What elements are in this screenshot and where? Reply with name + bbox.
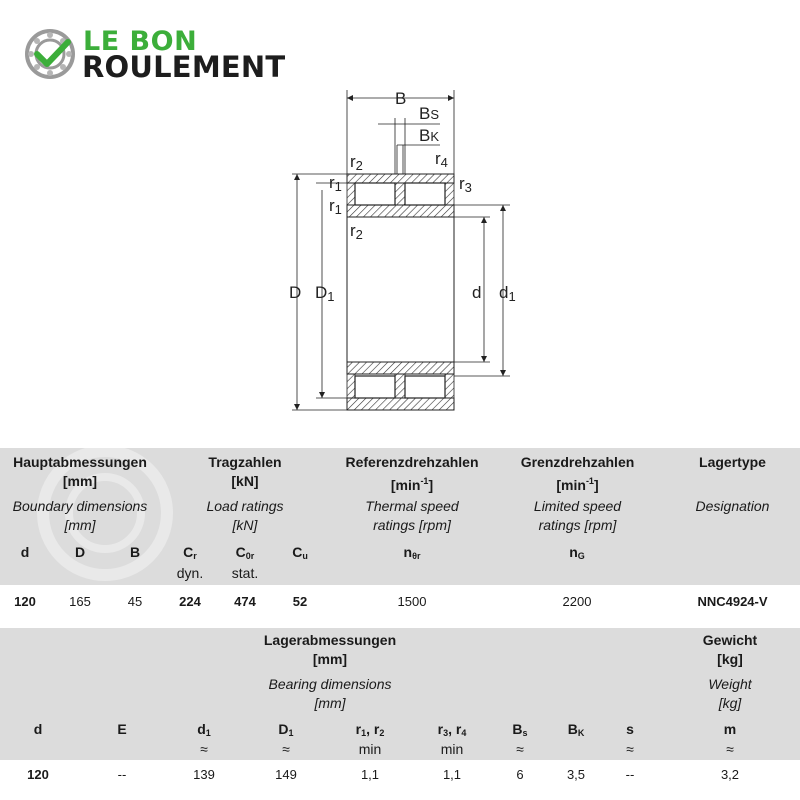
approx-s: ≈ [626, 741, 634, 757]
t2-m: 3,2 [720, 767, 740, 782]
t1-d: 120 [14, 594, 36, 609]
sym-B: B [129, 544, 141, 560]
logo-line1: LE BON [83, 26, 198, 57]
sym2-s: s [626, 721, 634, 737]
outer-ring-top [347, 174, 454, 183]
inner-ring-bottom [347, 362, 454, 374]
label-D: D [289, 283, 302, 302]
t2-r12: 1,1 [360, 767, 380, 782]
t2-d: 120 [27, 767, 49, 782]
t2-D1: 149 [275, 767, 297, 782]
min-r34: min [440, 741, 464, 757]
header-lim-speed-de: Grenzdrehzahlen $[\min^{-1}]$ [520, 454, 635, 493]
min-r12: min [358, 741, 382, 757]
t2-d1: 139 [193, 767, 215, 782]
t2-Bs: 6 [516, 767, 524, 782]
sym2-Bk: $B_K$ [567, 721, 585, 738]
header-ref-speed-de: Referenzdrehzahlen $[\min^{-1}]$ [345, 454, 479, 493]
sym-Cu: $C_u$ [292, 544, 308, 561]
roller-top-right [405, 183, 445, 205]
sym-stat: stat. [231, 565, 259, 581]
sym2-d1: $d_1$ [197, 721, 211, 738]
sym2-Bs: $B_s$ [512, 721, 528, 738]
sym2-d: d [33, 721, 43, 737]
header-designation-en: Designation [695, 498, 770, 514]
label-r1-a: r1 [329, 173, 342, 194]
inner-ring-top [347, 205, 454, 217]
approx-Bs: ≈ [516, 741, 524, 757]
label-r2-bottom: r2 [350, 221, 363, 242]
t1-designation: NNC4924-V [697, 594, 768, 609]
t1-D: 165 [69, 594, 91, 609]
outer-ring-bottom [347, 398, 454, 410]
t2-r34: 1,1 [442, 767, 462, 782]
sym-n-ref: $n_{\theta r}$ [403, 544, 421, 561]
roller-bottom-right [405, 376, 445, 398]
sym-dyn: dyn. [176, 565, 204, 581]
approx-D1: ≈ [282, 741, 290, 757]
label-r2-top: r2 [350, 152, 363, 173]
t2-Bk: 3,5 [566, 767, 586, 782]
header-load-en: Load ratings [kN] [206, 498, 284, 533]
label-Bk: BK [419, 126, 440, 145]
approx-m: ≈ [726, 741, 734, 757]
logo-line2: ROULEMENT [82, 50, 286, 84]
header-bearing-dim-de: Lagerabmessungen [mm] [263, 632, 397, 667]
header-lim-speed-en: Limited speed ratings [rpm] [533, 498, 622, 533]
sym-D: D [74, 544, 86, 560]
header-weight-en: Weight [kg] [708, 676, 752, 711]
header-load-de: Tragzahlen [kN] [208, 454, 282, 489]
label-d: d [472, 283, 482, 302]
sym-n-lim: $n_G$ [569, 544, 585, 561]
t1-B: 45 [127, 594, 143, 609]
label-r1-b: r1 [329, 196, 342, 217]
sym2-E: E [117, 721, 127, 737]
header-boundary-en: Boundary dimensions [mm] [12, 498, 148, 533]
sym2-D1: $D_1$ [278, 721, 294, 738]
t2-s: -- [625, 767, 635, 782]
sym-d: d [20, 544, 30, 560]
label-r3: r3 [459, 174, 472, 195]
header-weight-de: Gewicht [kg] [702, 632, 758, 667]
header-ref-speed-en: Thermal speed ratings [rpm] [365, 498, 459, 533]
label-r4: r4 [435, 149, 448, 170]
t1-Cr: 224 [179, 594, 201, 609]
t1-ref-speed: 1500 [397, 594, 427, 609]
label-D1: D1 [315, 283, 335, 304]
t1-C0r: 474 [234, 594, 256, 609]
roller-top-left [355, 183, 395, 205]
t2-E: -- [117, 767, 127, 782]
header-bearing-dim-en: Bearing dimensions [mm] [268, 676, 392, 711]
header-designation-de: Lagertype [699, 454, 766, 470]
label-d1: d1 [499, 283, 516, 304]
sym-Cr: $C_r$ [183, 544, 197, 561]
sym-C0r: $C_{0r}$ [235, 544, 255, 561]
approx-d1: ≈ [200, 741, 208, 757]
label-B: B [395, 89, 407, 108]
roller-bottom-left [355, 376, 395, 398]
label-Bs: BS [419, 104, 440, 123]
t1-lim-speed: 2200 [562, 594, 592, 609]
header-boundary-de: Hauptabmessungen [mm] [13, 454, 147, 489]
sym2-r12: $r_1$, $r_2$ [355, 721, 385, 738]
sym2-r34: $r_3$, $r_4$ [437, 721, 467, 738]
t1-Cu: 52 [292, 594, 308, 609]
sym2-m: m [723, 721, 737, 737]
